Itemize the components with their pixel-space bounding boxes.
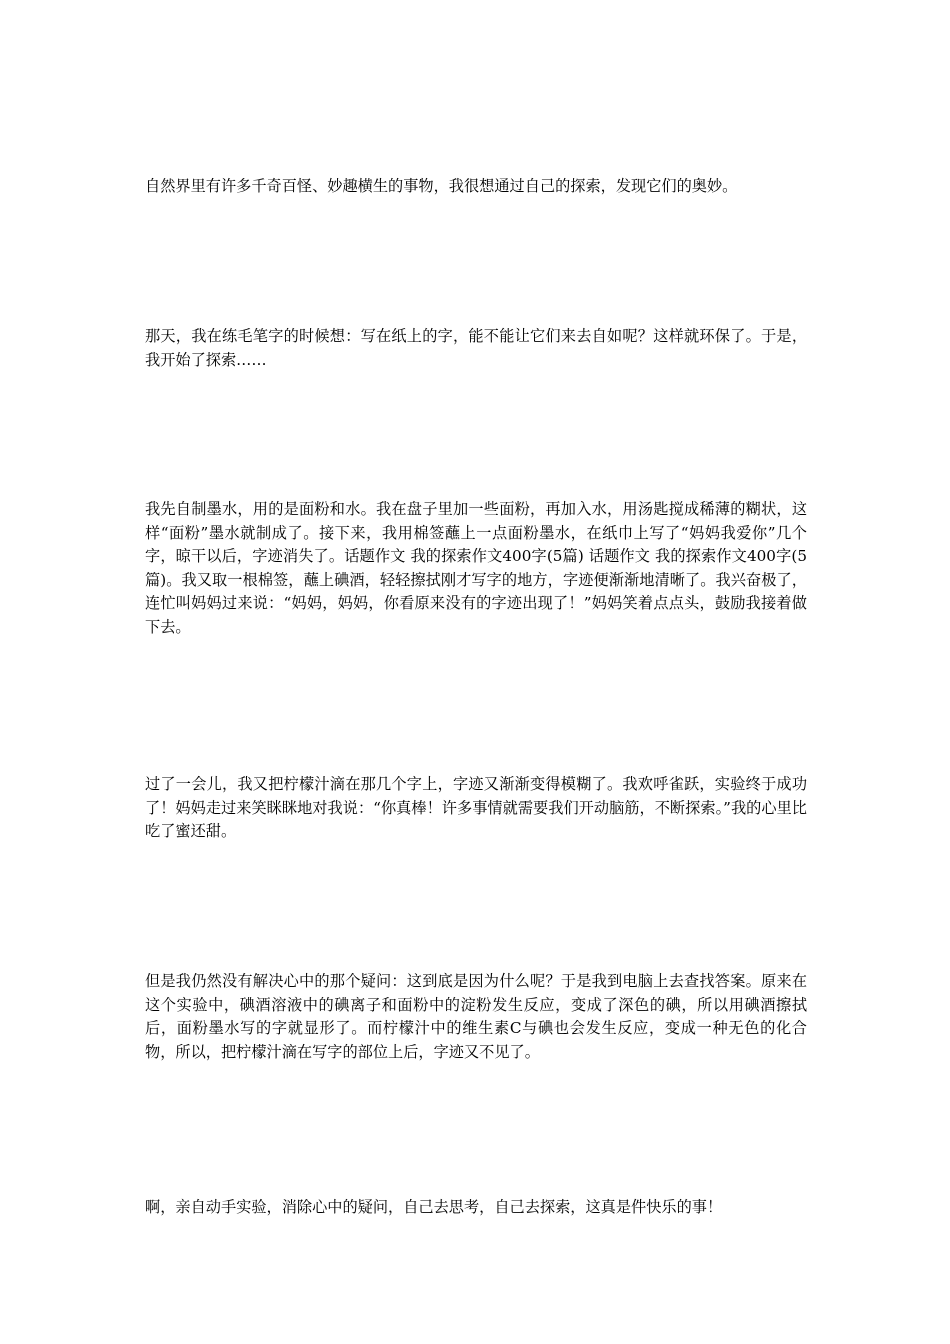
paragraph-idea: 那天，我在练毛笔字的时候想：写在纸上的字，能不能让它们来去自如呢？这样就环保了。于是，我开始了探索…… xyxy=(145,327,807,369)
paragraph-explanation: 但是我仍然没有解决心中的那个疑问：这到底是因为什么呢？于是我到电脑上去查找答案。原来在这个实验中，碘酒溶液中的碘离子和面粉中的淀粉发生反应，变成了深色的碘，所以用碘酒擦拭后，面粉墨水写的字就显形了。而柠檬汁中的维生素C与碘也会发生反应，变成一种无色的化合物，所以，把柠檬汁滴在写字的部位上后，字迹又不见了。 xyxy=(145,972,807,1061)
paragraph-experiment: 我先自制墨水，用的是面粉和水。我在盘子里加一些面粉，再加入水，用汤匙搅成稀薄的糊状，这样“面粉”墨水就制成了。接下来，我用棉签蘸上一点面粉墨水，在纸巾上写了“妈妈我爱你”几个字，晾干以后，字迹消失了。话题作文 我的探索作文400字(5篇) 话题作文 我的探索作文400字(5篇)。我又取一根棉签，蘸上碘酒，轻轻擦拭刚才写字的地方，字迹便渐渐地清晰了。我兴奋极了，连忙叫妈妈过来说：“妈妈，妈妈，你看原来没有的字迹出现了！”妈妈笑着点点头，鼓励我接着做下去。 xyxy=(145,500,807,636)
paragraph-intro: 自然界里有许多千奇百怪、妙趣横生的事物，我很想通过自己的探索，发现它们的奥妙。 xyxy=(145,177,738,195)
paragraph-lemon-juice: 过了一会儿，我又把柠檬汁滴在那几个字上，字迹又渐渐变得模糊了。我欢呼雀跃，实验终于成功了！妈妈走过来笑眯眯地对我说：“你真棒！许多事情就需要我们开动脑筋，不断探索。”我的心里比吃了蜜还甜。 xyxy=(145,775,807,840)
paragraph-conclusion: 啊，亲自动手实验，消除心中的疑问，自己去思考，自己去探索，这真是件快乐的事！ xyxy=(145,1198,723,1216)
